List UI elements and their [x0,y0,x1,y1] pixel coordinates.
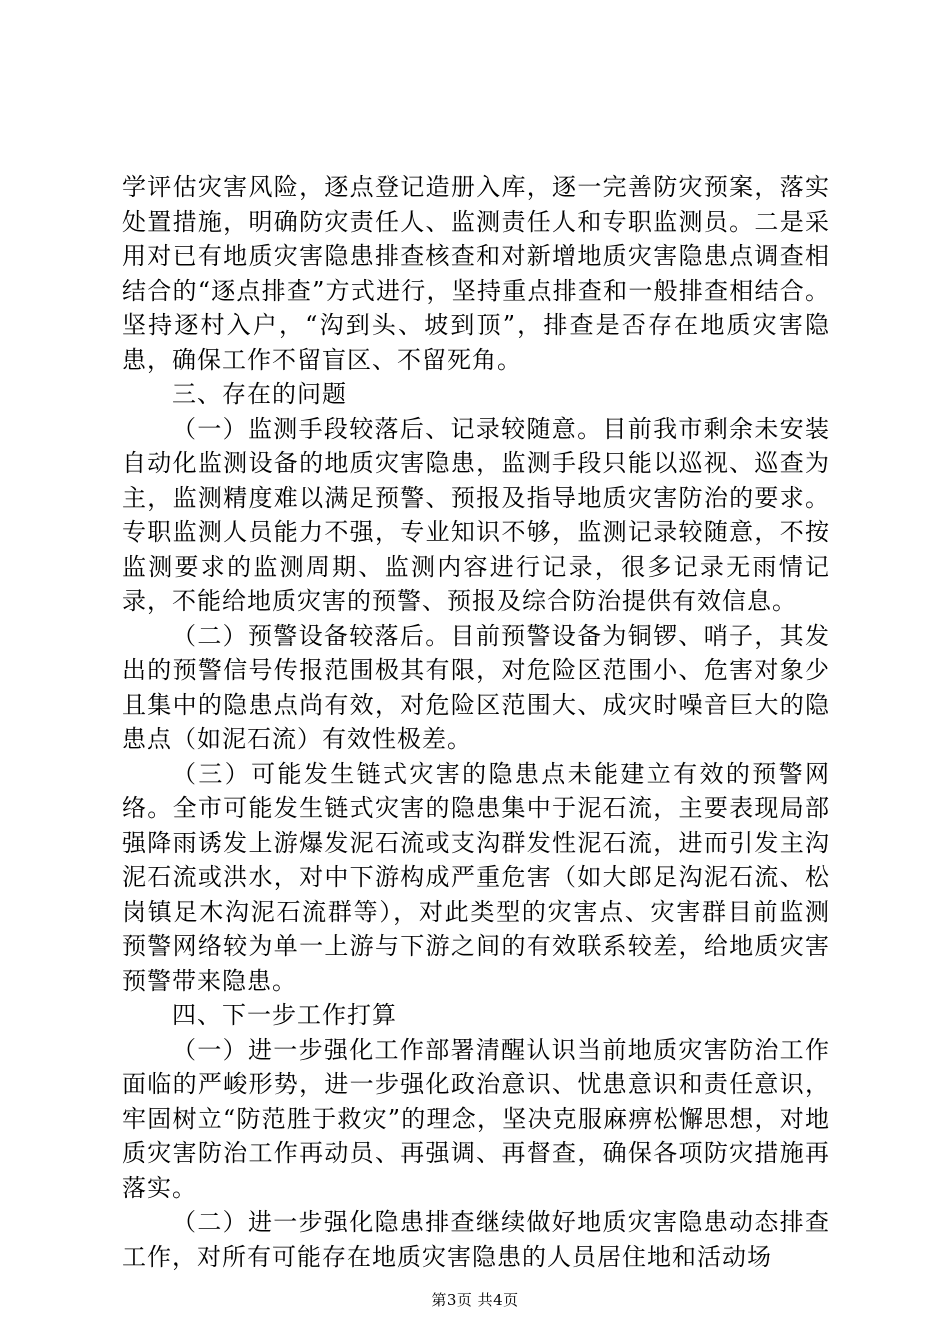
paragraph-monitoring-means: （一）监测手段较落后、记录较随意。目前我市剩余未安装自动化监测设备的地质灾害隐患，监测手段只能以巡视、巡查为主，监测精度难以满足预警、预报及指导地质灾害防治的要求。专职监测人员能力不强，专业知识不够，监测记录较随意，不按监测要求的监测周期、监测内容进行记录，很多记录无雨情记录，不能给地质灾害的预警、预报及综合防治提供有效信息。 [122,414,830,615]
page-number-label: 第3页 共4页 [431,1291,519,1309]
paragraph-chain-disaster: （三）可能发生链式灾害的隐患点未能建立有效的预警网络。全市可能发生链式灾害的隐患集中于泥石流，主要表现局部强降雨诱发上游爆发泥石流或支沟群发性泥石流，进而引发主沟泥石流或洪水，对中下游构成严重危害（如大郎足沟泥石流、松岗镇足木沟泥石流群等），对此类型的灾害点、灾害群目前监测预警网络较为单一上游与下游之间的有效联系较差，给地质灾害预警带来隐患。 [122,759,830,995]
paragraph-hazard-investigation: （二）进一步强化隐患排查继续做好地质灾害隐患动态排查工作，对所有可能存在地质灾害隐患的人员居住地和活动场 [122,1208,830,1271]
section-heading-next-steps: 四、下一步工作打算 [172,1001,397,1029]
page-footer [0,1291,950,1309]
paragraph-continuation: 学评估灾害风险，逐点登记造册入库，逐一完善防灾预案，落实处置措施，明确防灾责任人、监测责任人和专职监测员。二是采用对已有地质灾害隐患排查核查和对新增地质灾害隐患点调查相结合的“逐点排查”方式进行，坚持重点排查和一般排查相结合。坚持逐村入户，“沟到头、坡到顶”，排查是否存在地质灾害隐患，确保工作不留盲区、不留死角。 [122,173,830,374]
paragraph-work-deployment: （一）进一步强化工作部署清醒认识当前地质灾害防治工作面临的严峻形势，进一步强化政治意识、忧患意识和责任意识，牢固树立“防范胜于救灾”的理念，坚决克服麻痹松懈思想，对地质灾害防治工作再动员、再强调、再督查，确保各项防灾措施再落实。 [122,1035,830,1202]
section-heading-problems: 三、存在的问题 [172,380,347,408]
paragraph-warning-equipment: （二）预警设备较落后。目前预警设备为铜锣、哨子，其发出的预警信号传报范围极其有限，对危险区范围小、危害对象少且集中的隐患点尚有效，对危险区范围大、成灾时噪音巨大的隐患点（如泥石流）有效性极差。 [122,621,830,753]
document-body [122,170,830,1274]
